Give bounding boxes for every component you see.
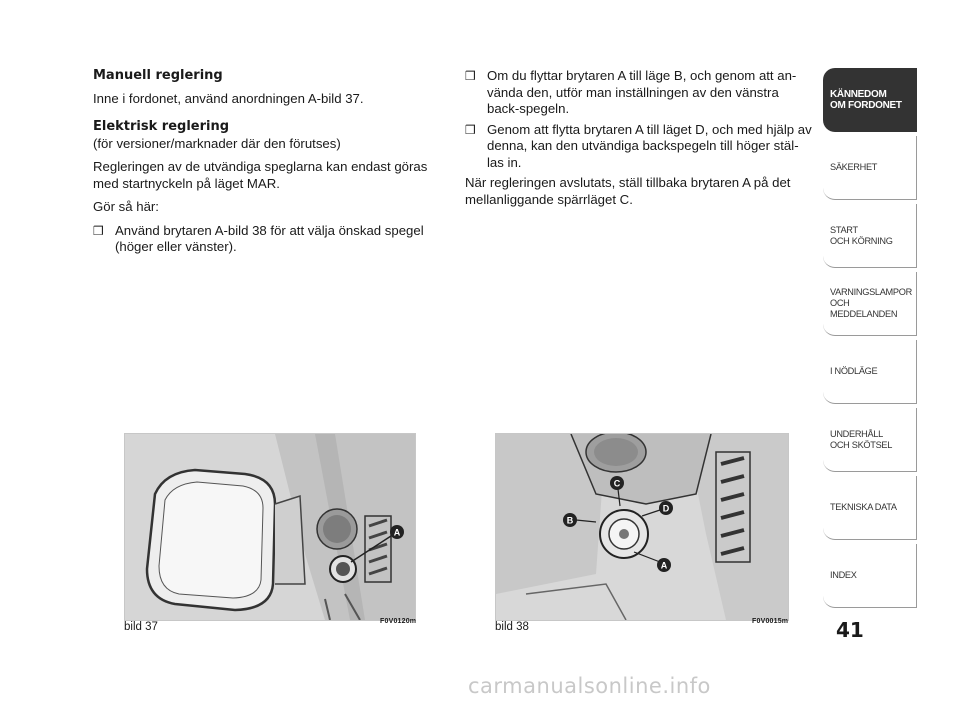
mirror-switch-illustration bbox=[496, 434, 788, 620]
tab-start[interactable]: START OCH KÖRNING bbox=[823, 204, 917, 268]
paragraph: När regleringen avslutats, ställ tillbaka brytaren A på det mellanliggande spärrläget C. bbox=[465, 175, 791, 207]
label-d: D bbox=[662, 503, 670, 514]
checkbox-bullet-icon: ❒ bbox=[93, 223, 104, 238]
tab-index[interactable]: INDEX bbox=[823, 544, 917, 608]
tab-nodlage[interactable]: I NÖDLÄGE bbox=[823, 340, 917, 404]
right-column bbox=[465, 68, 813, 215]
figure-38-caption: bild 38 bbox=[495, 621, 529, 633]
label-a: A bbox=[393, 527, 401, 538]
figure-37 bbox=[124, 433, 416, 621]
heading-manual: Manuell reglering bbox=[93, 68, 223, 83]
figure-37-code: F0V0120m bbox=[380, 618, 417, 625]
tab-underhall[interactable]: UNDERHÅLL OCH SKÖTSEL bbox=[823, 408, 917, 472]
label-a: A bbox=[660, 560, 668, 571]
paragraph: Gör så här: bbox=[93, 199, 159, 214]
watermark-text: carmanualsonline.info bbox=[468, 674, 711, 698]
paragraph: Inne i fordonet, använd anordningen A-bild 37. bbox=[93, 90, 364, 106]
figure-37-caption: bild 37 bbox=[124, 621, 158, 633]
tab-tekniska-data[interactable]: TEKNISKA DATA bbox=[823, 476, 917, 540]
chapter-sidebar bbox=[823, 68, 917, 612]
figure-38 bbox=[495, 433, 789, 621]
checkbox-bullet-icon: ❒ bbox=[465, 69, 476, 83]
mirror-knob-illustration bbox=[125, 434, 415, 620]
label-c: C bbox=[613, 478, 621, 489]
tab-sakerhet[interactable]: SÄKERHET bbox=[823, 136, 917, 200]
tab-varningslampor[interactable]: VARNINGSLAMPOR OCH MEDDELANDEN bbox=[823, 272, 917, 336]
label-b: B bbox=[566, 515, 574, 526]
bullet-item: ❒ Om du flyttar brytaren A till läge B, och genom att an-vända den, utför man inställningen av den vänstra back-spegeln. bbox=[465, 68, 797, 116]
bullet-item: ❒ Använd brytaren A-bild 38 för att välja önskad spegel (höger eller vänster). bbox=[93, 222, 424, 254]
paragraph: (för versioner/marknader där den förutses) bbox=[93, 135, 341, 151]
paragraph: Regleringen av de utvändiga speglarna kan endast göras med startnyckeln på läget MAR. bbox=[93, 159, 428, 191]
tab-kannedom[interactable]: KÄNNEDOM OM FORDONET bbox=[823, 68, 917, 132]
heading-electric: Elektrisk reglering bbox=[93, 119, 230, 134]
figure-38-code: F0V0015m bbox=[752, 618, 789, 625]
page-number: 41 bbox=[836, 618, 864, 642]
left-column bbox=[93, 68, 445, 260]
checkbox-bullet-icon: ❒ bbox=[465, 122, 476, 137]
bullet-item: ❒ Genom att flytta brytaren A till läget D, och med hjälp av denna, kan den utvändiga backspegeln till höger stäl-las in. bbox=[465, 121, 812, 170]
